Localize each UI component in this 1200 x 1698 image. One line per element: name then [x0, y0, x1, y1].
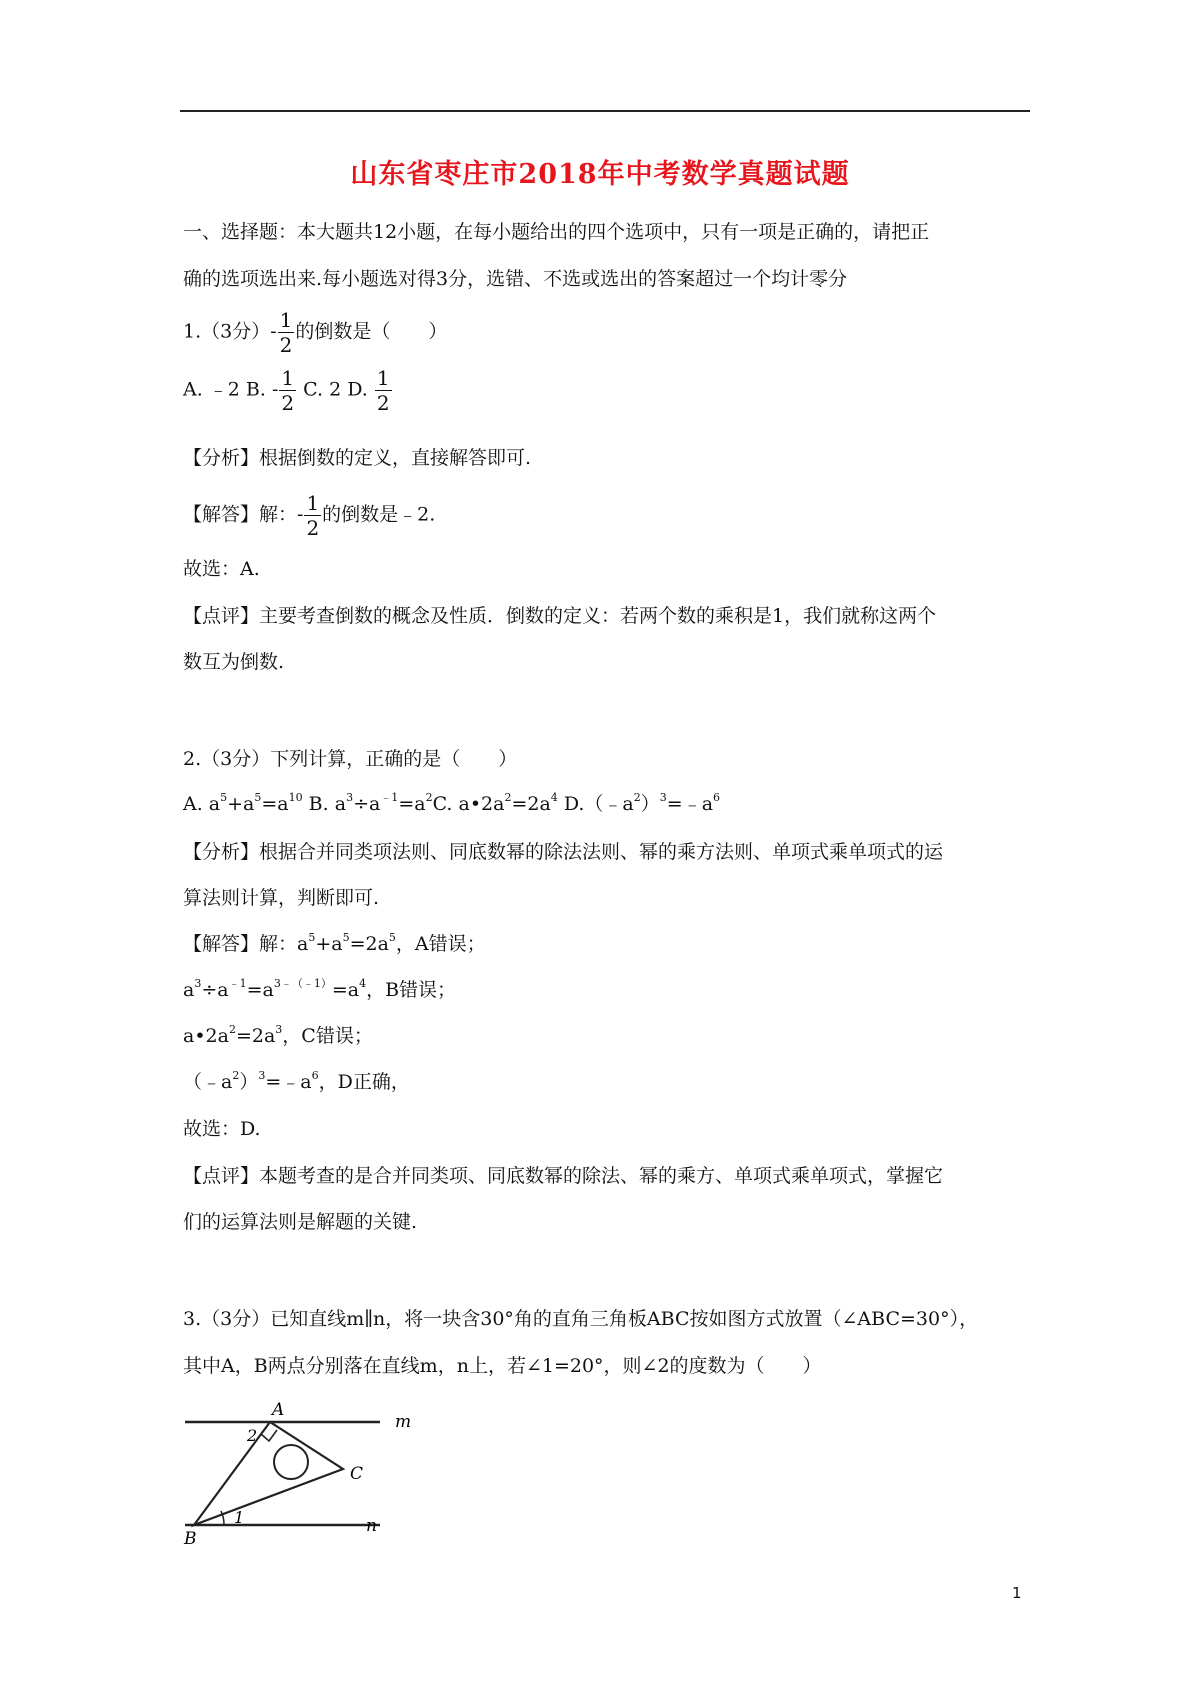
q1-answer-fraction: $\frac{1}{2}$: [306, 491, 320, 540]
intro-line-1: 一、选择题：本大题共12小题，在每小题给出的四个选项中，只有一项是正确的，请把正: [183, 221, 930, 243]
label-angle-1: 1: [234, 1508, 245, 1527]
header-rule: [180, 110, 1030, 112]
q1-options: A. ﹣2 B. - $\frac{1}{2}$ C. 2 D. $\frac{1}{2}$: [183, 366, 390, 415]
q2-comment-1: 【点评】本题考查的是合并同类项、同底数幂的除法、幂的乘方、单项式乘单项式，掌握它: [183, 1165, 944, 1187]
q2-choice: 故选：D.: [183, 1118, 261, 1140]
triangle-hole: [274, 1445, 308, 1479]
q1-comment-1: 【点评】主要考查倒数的概念及性质．倒数的定义：若两个数的乘积是1，我们就称这两个: [183, 605, 937, 627]
q2-analysis-1: 【分析】根据合并同类项法则、同底数幂的除法法则、幂的乘方法则、单项式乘单项式的运: [183, 841, 944, 863]
label-c: C: [350, 1464, 364, 1484]
q1-choice: 故选：A.: [183, 558, 260, 580]
q2-analysis-2: 算法则计算，判断即可.: [183, 887, 380, 909]
q1-analysis: 【分析】根据倒数的定义，直接解答即可.: [183, 447, 532, 469]
q1-option-b-fraction: $\frac{1}{2}$: [281, 366, 295, 415]
page-number: 1: [1012, 1584, 1022, 1602]
q1-answer: 【解答】解：- $\frac{1}{2}$ 的倒数是﹣2.: [183, 491, 436, 540]
q1-comment-2: 数互为倒数.: [183, 651, 285, 673]
label-m: m: [395, 1412, 412, 1432]
q2-stem: 2.（3分）下列计算，正确的是（ ）: [183, 748, 518, 770]
intro-line-2: 确的选项选出来.每小题选对得3分，选错、不选或选出的答案超过一个均计零分: [183, 268, 848, 290]
q2-solution-2: $a^3\div a^{﹣1}=a^{3﹣(﹣1)}=a^4$，B错误；: [183, 977, 457, 1001]
q2-comment-2: 们的运算法则是解题的关键.: [183, 1211, 418, 1233]
q1-fraction: $\frac{1}{2}$: [279, 308, 293, 357]
q2-solution-3: $a•2a^2=2a^3$，C错误；: [183, 1023, 373, 1047]
q2-solution-1: 【解答】解：$a^5+a^5=2a^5$，A错误；: [183, 931, 486, 955]
q3-stem-2: 其中A，B两点分别落在直线m，n上，若∠1=20°，则∠2的度数为（ ）: [183, 1355, 822, 1377]
label-a: A: [272, 1400, 285, 1420]
triangle-abc: [194, 1422, 343, 1525]
q1-stem: 1.（3分）- $\frac{1}{2}$ 的倒数是（ ）: [183, 308, 448, 357]
q3-figure: [180, 1395, 420, 1545]
q1-option-d-fraction: $\frac{1}{2}$: [376, 366, 390, 415]
q2-solution-4: $(﹣a^2)^3=﹣a^6$，D正确，: [183, 1069, 410, 1093]
q2-options: A. $a^5+a^5=a^{10}$ B. $a^3\div a^{﹣1}=a^2C$. $a•2a^2=2a^4$ $D.(﹣a^2)^3=﹣a^6$: [183, 791, 721, 815]
label-angle-2: 2: [247, 1426, 258, 1445]
page-title: 山东省枣庄市2018年中考数学真题试题: [350, 159, 850, 190]
q3-stem-1: 3.（3分）已知直线m∥n，将一块含30°角的直角三角板ABC按如图方式放置（∠ABC=30°），: [183, 1308, 979, 1330]
label-n: n: [366, 1516, 377, 1536]
label-b: B: [184, 1529, 197, 1545]
